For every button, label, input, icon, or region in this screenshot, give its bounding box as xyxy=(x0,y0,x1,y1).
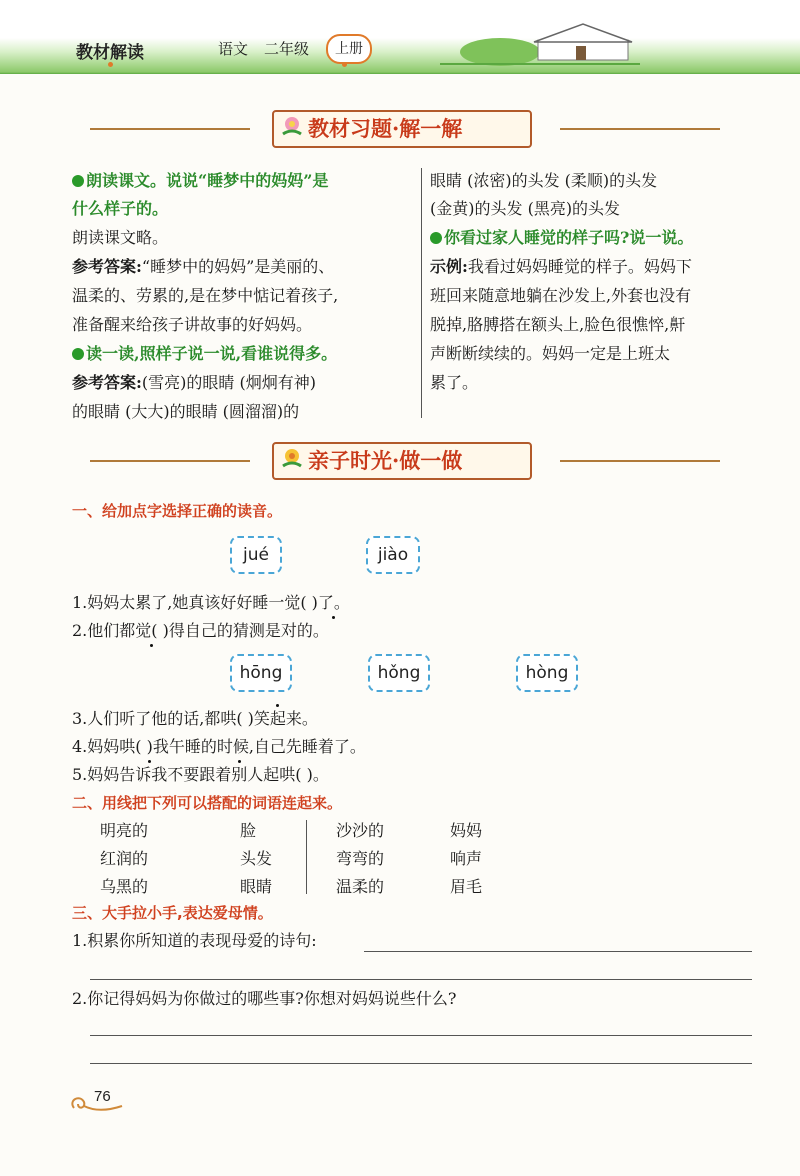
pinyin-option: hǒng xyxy=(368,654,430,692)
banner-rule-right xyxy=(560,460,720,462)
part-1-heading: 一、给加点字选择正确的读音。 xyxy=(72,502,283,520)
answer-line[interactable] xyxy=(90,1034,752,1036)
answer-2-line1: 参考答案:(雪亮)的眼睛 (炯炯有神) xyxy=(72,373,316,392)
question-1: 朗读课文。说说“睡梦中的妈妈”是 xyxy=(72,168,328,194)
banner-rule-left xyxy=(90,128,250,130)
example-line1: 示例:我看过妈妈睡觉的样子。妈妈下 xyxy=(430,257,692,276)
answer-line[interactable] xyxy=(364,950,752,952)
match-word: 脸 xyxy=(240,821,257,840)
yellow-flower-icon xyxy=(280,446,304,480)
example-line4: 声断断续续的。妈妈一定是上班太 xyxy=(430,344,671,363)
house-illustration-icon xyxy=(440,22,640,72)
pinyin-option: hōng xyxy=(230,654,292,692)
header-title: 教材解读 xyxy=(76,43,144,63)
bullet-icon xyxy=(72,348,84,360)
page-number: 76 xyxy=(94,1088,111,1105)
match-word: 妈妈 xyxy=(450,821,483,840)
section-banner-exercises: 教材习题·解一解 xyxy=(272,110,532,148)
sentence-1: 1.妈妈太累了,她真该好好睡一觉( )了。 xyxy=(72,593,350,612)
bullet-icon xyxy=(430,232,442,244)
banner-rule-left xyxy=(90,460,250,462)
example-line3: 脱掉,胳膊搭在额头上,脸色很憔悴,鼾 xyxy=(430,315,686,334)
match-word: 红润的 xyxy=(100,849,149,868)
answer-1-line1: 参考答案:“睡梦中的妈妈”是美丽的、 xyxy=(72,257,335,276)
question-3: 你看过家人睡觉的样子吗?说一说。 xyxy=(430,225,693,251)
pinyin-option: jiào xyxy=(366,536,420,574)
sentence-2: 2.他们都觉( )得自己的猜测是对的。 xyxy=(72,621,329,640)
emphasis-dot xyxy=(238,760,241,763)
sentence-4: 4.妈妈哄( )我午睡的时候,自己先睡着了。 xyxy=(72,737,366,756)
match-word: 头发 xyxy=(240,849,273,868)
example-line5: 累了。 xyxy=(430,373,479,392)
bullet-icon xyxy=(72,175,84,187)
emphasis-dot xyxy=(148,760,151,763)
lotus-flower-icon xyxy=(280,114,304,148)
part-3-heading: 三、大手拉小手,表达爱母情。 xyxy=(72,904,273,922)
answer-2-line4: (金黄)的头发 (黑亮)的头发 xyxy=(430,199,621,218)
pinyin-option: hòng xyxy=(516,654,578,692)
header-subject: 语文 xyxy=(218,40,249,58)
header-grade: 二年级 xyxy=(264,40,310,58)
writing-prompt-2: 2.你记得妈妈为你做过的哪些事?你想对妈妈说些什么? xyxy=(72,989,457,1008)
match-word: 眼睛 xyxy=(240,877,273,896)
banner-rule-right xyxy=(560,128,720,130)
answer-line[interactable] xyxy=(90,978,752,980)
match-divider xyxy=(306,820,307,894)
writing-prompt-1: 1.积累你所知道的表现母爱的诗句: xyxy=(72,931,317,950)
answer-2-line3: 眼睛 (浓密)的头发 (柔顺)的头发 xyxy=(430,171,658,190)
sentence-3: 3.人们听了他的话,都哄( )笑起来。 xyxy=(72,709,318,728)
emphasis-dot xyxy=(276,704,279,707)
question-1-cont: 什么样子的。 xyxy=(72,199,169,218)
answer-1-line2: 温柔的、劳累的,是在梦中惦记着孩子, xyxy=(72,286,339,305)
emphasis-dot xyxy=(332,616,335,619)
answer-2-line2: 的眼睛 (大大)的眼睛 (圆溜溜)的 xyxy=(72,402,300,421)
emphasis-dot xyxy=(150,644,153,647)
header-volume-badge: 上册 xyxy=(326,34,372,64)
match-word: 温柔的 xyxy=(336,877,385,896)
answer-1-line3: 准备醒来给孩子讲故事的好妈妈。 xyxy=(72,315,313,334)
match-word: 明亮的 xyxy=(100,821,149,840)
match-word: 响声 xyxy=(450,849,483,868)
question-2: 读一读,照样子说一说,看谁说得多。 xyxy=(72,341,337,367)
answer-1-intro: 朗读课文略。 xyxy=(72,228,169,247)
sentence-5: 5.妈妈告诉我不要跟着别人起哄( )。 xyxy=(72,765,329,784)
match-word: 弯弯的 xyxy=(336,849,385,868)
match-word: 眉毛 xyxy=(450,877,483,896)
example-line2: 班回来随意地躺在沙发上,外套也没有 xyxy=(430,286,692,305)
column-divider xyxy=(421,168,422,418)
answer-line[interactable] xyxy=(90,1062,752,1064)
part-2-heading: 二、用线把下列可以搭配的词语连起来。 xyxy=(72,794,343,812)
match-word: 沙沙的 xyxy=(336,821,385,840)
match-word: 乌黑的 xyxy=(100,877,149,896)
section-banner-activities: 亲子时光·做一做 xyxy=(272,442,532,480)
pinyin-option: jué xyxy=(230,536,282,574)
